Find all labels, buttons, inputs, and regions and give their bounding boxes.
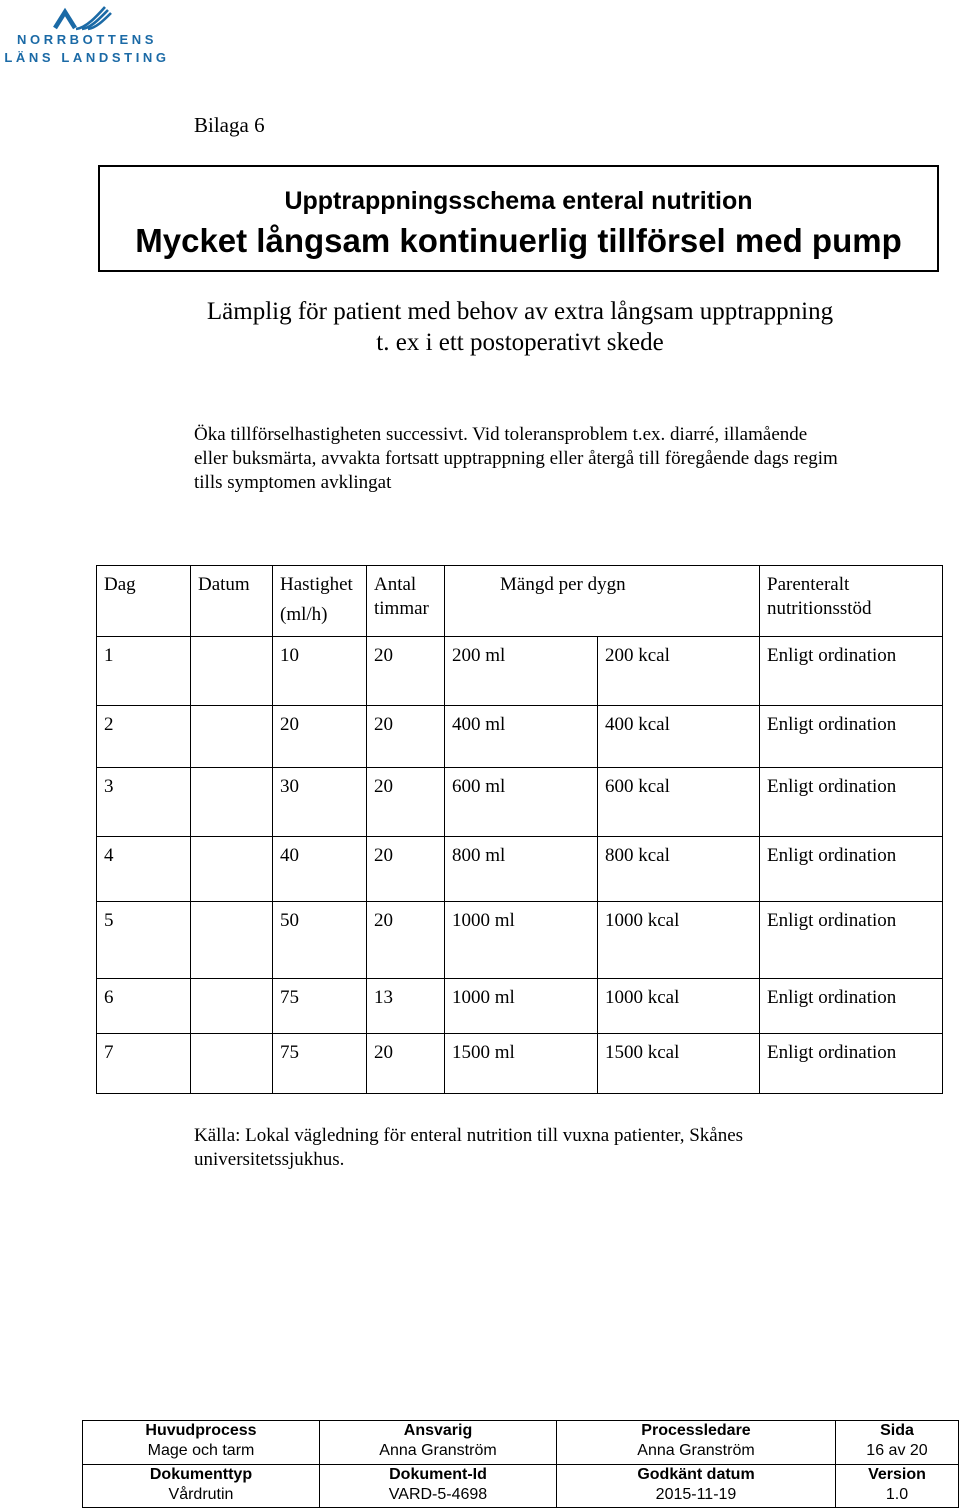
cell-kcal: 1000 kcal [598, 979, 760, 1034]
footer-table [82, 1420, 959, 1508]
footer-dokumenttyp [83, 1464, 320, 1508]
cell-ml: 400 ml [445, 706, 598, 768]
footer-sida [836, 1421, 959, 1465]
cell-timmar: 20 [367, 902, 445, 979]
cell-dag: 3 [97, 768, 273, 837]
landsting-logo [2, 4, 172, 66]
cell-parenteralt: Enligt ordination [760, 768, 943, 837]
footer-value: 16 av 20 [866, 1442, 928, 1459]
table-row [97, 637, 943, 706]
header-hastighet-label: Hastighet [280, 574, 353, 595]
cell-kcal: 1500 kcal [598, 1034, 760, 1094]
cell-ml: 600 ml [445, 768, 598, 837]
footer-label: Dokument-Id [389, 1465, 487, 1483]
cell-kcal: 600 kcal [598, 768, 760, 837]
footer-label: Sida [880, 1422, 914, 1439]
footer-value: 1.0 [885, 1485, 909, 1503]
cell-parenteralt: Enligt ordination [760, 837, 943, 902]
footer-value: Anna Granström [637, 1442, 755, 1459]
cell-dag: 5 [97, 902, 273, 979]
appendix-label: Bilaga 6 [194, 113, 265, 137]
cell-dag: 2 [97, 706, 273, 768]
cell-ml: 200 ml [445, 637, 598, 706]
footer-label: Huvudprocess [145, 1422, 257, 1439]
cell-ml: 1000 ml [445, 902, 598, 979]
footer-value: Vårdrutin [168, 1485, 234, 1503]
cell-kcal: 200 kcal [598, 637, 760, 706]
footer-dokument-id [320, 1464, 557, 1508]
header-antal-timmar: Antal timmar [367, 566, 445, 637]
cell-timmar: 20 [367, 837, 445, 902]
cell-parenteralt: Enligt ordination [760, 902, 943, 979]
cell-dag: 7 [97, 1034, 273, 1094]
cell-ml: 1000 ml [445, 979, 598, 1034]
header-hastighet [273, 566, 367, 637]
cell-hastighet: 50 [273, 902, 367, 979]
footer-value: Mage och tarm [147, 1442, 255, 1459]
subtitle: Lämplig för patient med behov av extra långsam upptrappning t. ex i ett postoperativt skede [206, 298, 834, 356]
table-header-row [97, 566, 943, 637]
dag-datum-divider [190, 636, 191, 1093]
document-heading: Mycket långsam kontinuerlig tillförsel med pump [135, 222, 902, 259]
table-row [97, 706, 943, 768]
cell-kcal: 1000 kcal [598, 902, 760, 979]
cell-timmar: 20 [367, 706, 445, 768]
cell-hastighet: 75 [273, 1034, 367, 1094]
cell-kcal: 800 kcal [598, 837, 760, 902]
logo-text-line2: LÄNS LANDSTING [4, 50, 170, 65]
cell-hastighet: 75 [273, 979, 367, 1034]
footer-version [836, 1464, 959, 1508]
header-parenteralt: Parenteralt nutritionsstöd [760, 566, 943, 637]
footer-value: VARD-5-4698 [388, 1485, 488, 1503]
footer-label: Godkänt datum [637, 1465, 755, 1483]
footer-value: Anna Granström [379, 1442, 497, 1459]
logo-text-line1: NORRBOTTENS [17, 32, 157, 47]
footer-value: 2015-11-19 [655, 1485, 737, 1503]
table-row [97, 1034, 943, 1094]
cell-timmar: 20 [367, 768, 445, 837]
cell-hastighet: 10 [273, 637, 367, 706]
footer-label: Processledare [641, 1422, 751, 1439]
cell-parenteralt: Enligt ordination [760, 637, 943, 706]
header-mangd-per-dygn: Mängd per dygn [445, 566, 760, 637]
document-title: Upptrappningsschema enteral nutrition [284, 187, 753, 215]
table-row [97, 768, 943, 837]
cell-hastighet: 20 [273, 706, 367, 768]
footer-row [83, 1464, 959, 1508]
footer-huvudprocess [83, 1421, 320, 1465]
cell-parenteralt: Enligt ordination [760, 979, 943, 1034]
cell-hastighet: 30 [273, 768, 367, 837]
cell-timmar: 20 [367, 1034, 445, 1094]
table-row [97, 979, 943, 1034]
schedule-table [96, 565, 943, 1094]
cell-parenteralt: Enligt ordination [760, 1034, 943, 1094]
cell-ml: 1500 ml [445, 1034, 598, 1094]
intro-paragraph: Öka tillförselhastigheten successivt. Vid toleransproblem t.ex. diarré, illamående eller buksmärta, avvakta fortsatt upptrappning eller återgå till föregående dags regim tills symptomen avklingat [194, 424, 838, 493]
cell-timmar: 20 [367, 637, 445, 706]
table-row [97, 837, 943, 902]
source-note: Källa: Lokal vägledning för enteral nutrition till vuxna patienter, Skånes universitetssjukhus. [194, 1125, 744, 1170]
cell-dag: 6 [97, 979, 273, 1034]
footer-label: Ansvarig [403, 1422, 473, 1439]
footer-label: Version [868, 1465, 926, 1483]
header-hastighet-unit: (ml/h) [280, 604, 328, 625]
footer-row [83, 1421, 959, 1465]
cell-parenteralt: Enligt ordination [760, 706, 943, 768]
title-box [98, 165, 939, 272]
landsting-logo-icon [52, 4, 122, 32]
footer-label: Dokumenttyp [149, 1465, 253, 1483]
header-datum: Datum [191, 566, 273, 637]
cell-hastighet: 40 [273, 837, 367, 902]
cell-dag: 1 [97, 637, 273, 706]
header-dag: Dag [97, 566, 191, 637]
cell-ml: 800 ml [445, 837, 598, 902]
cell-kcal: 400 kcal [598, 706, 760, 768]
cell-timmar: 13 [367, 979, 445, 1034]
footer-ansvarig [320, 1421, 557, 1465]
cell-dag: 4 [97, 837, 273, 902]
footer-processledare [557, 1421, 836, 1465]
footer-godkant-datum [557, 1464, 836, 1508]
table-row [97, 902, 943, 979]
